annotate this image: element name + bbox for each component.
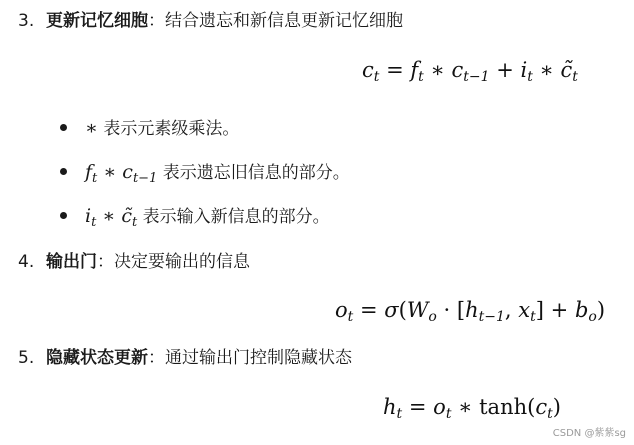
bullet-item (60, 161, 350, 184)
bullet-dot (60, 124, 67, 131)
step-number: 4. (18, 252, 35, 272)
step-5-heading (18, 347, 352, 369)
bullet-dot (60, 168, 67, 175)
bullet-text: 表示元素级乘法。 (103, 119, 240, 139)
formula-cell-update: $c_t = f_t$ ∗ $c_{t-1} + i_t$ ∗ $c̃_t$ (362, 58, 578, 85)
step-description: 决定要输出的信息 (114, 252, 250, 272)
step-number: 3. (18, 11, 35, 31)
bullet-item (60, 117, 239, 140)
step-title: 输出门 (46, 252, 97, 272)
step-description: 通过输出门控制隐藏状态 (165, 348, 352, 368)
bullet-text: 表示遗忘旧信息的部分。 (162, 163, 350, 183)
step-colon: ： (148, 11, 165, 31)
bullet-item (60, 205, 330, 228)
watermark: CSDN @紫紫sg (552, 428, 626, 439)
step-title: 更新记忆细胞 (46, 11, 148, 31)
step-4-heading (18, 251, 250, 273)
step-description: 结合遗忘和新信息更新记忆细胞 (165, 11, 403, 31)
step-colon: ： (97, 252, 114, 272)
step-number: 5. (18, 348, 35, 368)
bullet-math: $f_t$ ∗ $c_{t-1}$ (85, 161, 158, 186)
step-title: 隐藏状态更新 (46, 348, 148, 368)
bullet-math: ∗ (85, 117, 98, 139)
bullet-dot (60, 212, 67, 219)
step-3-heading (18, 10, 403, 32)
bullet-text: 表示输入新信息的部分。 (142, 207, 330, 227)
formula-hidden-state: $h_t = o_t$ ∗ $\tanh(c_t)$ (383, 395, 561, 422)
formula-output-gate: $o_t = \sigma(W_o \cdot [h_{t-1}$, $x_t] + b_o$) (335, 298, 606, 325)
bullet-math: $i_t$ ∗ $c̃_t$ (85, 205, 138, 230)
step-colon: ： (148, 348, 165, 368)
